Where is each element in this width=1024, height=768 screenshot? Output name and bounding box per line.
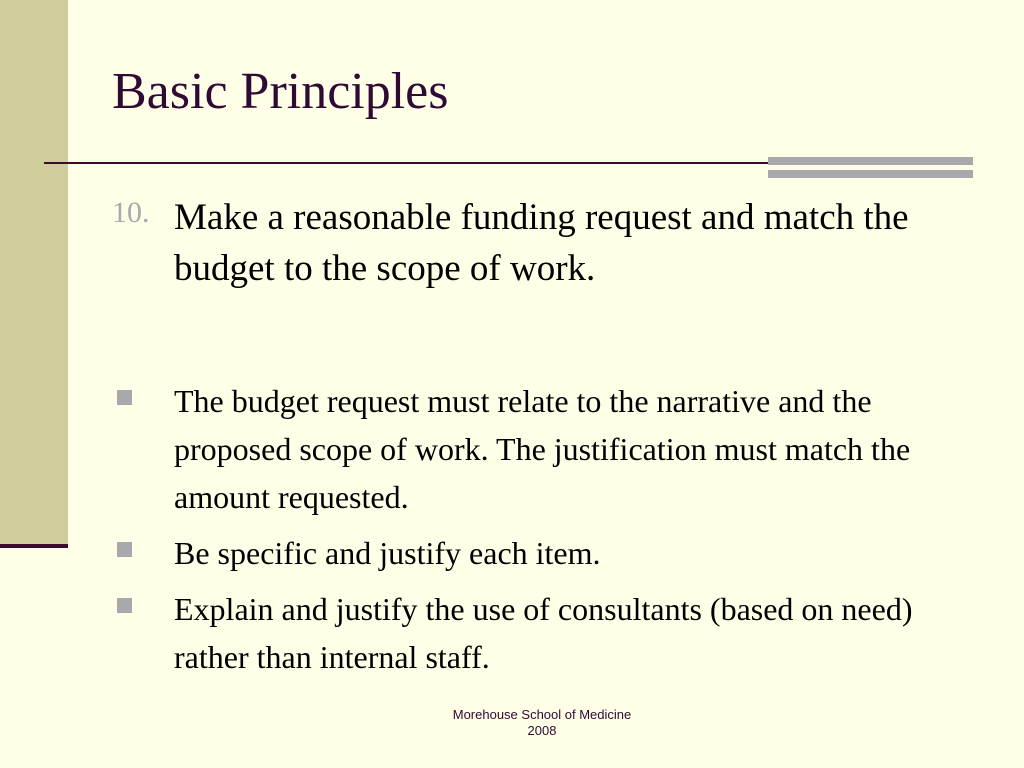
footer-line-1: Morehouse School of Medicine <box>452 707 632 722</box>
bullet-text: Explain and justify the use of consultants (based on need) rather than internal staff. <box>174 591 913 675</box>
left-decorative-bar <box>0 0 68 546</box>
list-item <box>115 377 975 521</box>
square-bullet-icon <box>117 598 132 613</box>
left-bar-underline <box>0 544 68 548</box>
list-item <box>115 585 975 681</box>
list-item <box>115 529 975 577</box>
bullet-list <box>115 377 975 689</box>
bullet-text: Be specific and justify each item. <box>174 535 601 571</box>
divider-accent-stripe-bottom <box>768 170 973 178</box>
footer-line-2: 2008 <box>527 723 557 738</box>
square-bullet-icon <box>117 542 132 557</box>
divider-accent <box>768 157 973 179</box>
square-bullet-icon <box>117 390 132 405</box>
divider-accent-stripe-top <box>768 157 973 165</box>
numbered-item <box>112 192 952 294</box>
bullet-text: The budget request must relate to the narrative and the proposed scope of work. The justification must match the amount requested. <box>174 383 911 515</box>
numbered-item-text: Make a reasonable funding request and match the budget to the scope of work. <box>174 197 909 289</box>
numbered-item-marker: 10. <box>112 196 150 229</box>
slide-title: Basic Principles <box>112 63 449 120</box>
slide-footer <box>412 707 672 739</box>
